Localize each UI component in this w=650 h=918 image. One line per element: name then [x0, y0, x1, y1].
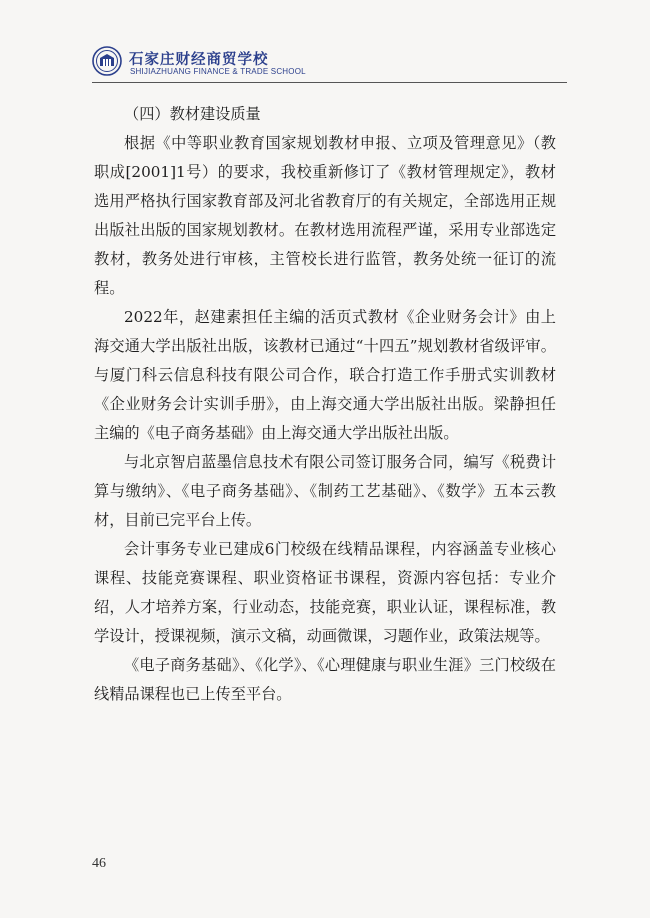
school-emblem-icon: [92, 46, 122, 76]
paragraph: 根据《中等职业教育国家规划教材申报、立项及管理意见》（教职成[2001]1号）的要求，我校重新修订了《教材管理规定》，教材选用严格执行国家教育部及河北省教育厅的有关规定，全部选用正规出版社出版的国家规划教材。在教材选用流程严谨，采用专业部选定教材，教务处进行审核，主管校长进行监管，教务处统一征订的流程。: [94, 134, 556, 297]
page-header: [92, 42, 567, 82]
school-name-en: SHIJIAZHUANG FINANCE & TRADE SCHOOL: [130, 67, 306, 76]
section-title: （四）教材建设质量: [124, 105, 261, 123]
paragraph: 《电子商务基础》、《化学》、《心理健康与职业生涯》三门校级在线精品课程也已上传至平台。: [94, 656, 556, 703]
page-number: 46: [92, 856, 106, 871]
paragraph: 2022年，赵建素担任主编的活页式教材《企业财务会计》由上海交通大学出版社出版，该教材已通过“十四五”规划教材省级评审。与厦门科云信息科技有限公司合作，联合打造工作手册式实训教材《企业财务会计实训手册》，由上海交通大学出版社出版。梁静担任主编的《电子商务基础》由上海交通大学出版社出版。: [94, 308, 556, 442]
school-name-cn: 石家庄财经商贸学校: [129, 52, 269, 68]
paragraph: 与北京智启蓝墨信息技术有限公司签订服务合同，编写《税费计算与缴纳》、《电子商务基础》、《制药工艺基础》、《数学》五本云教材，目前已完平台上传。: [94, 453, 556, 529]
document-body: [94, 100, 556, 709]
header-divider: [92, 82, 567, 83]
paragraph: 会计事务专业已建成6门校级在线精品课程，内容涵盖专业核心课程、技能竞赛课程、职业资格证书课程，资源内容包括：专业介绍，人才培养方案，行业动态，技能竞赛，职业认证，课程标准，教学设计，授课视频，演示文稿，动画微课，习题作业，政策法规等。: [94, 540, 556, 645]
